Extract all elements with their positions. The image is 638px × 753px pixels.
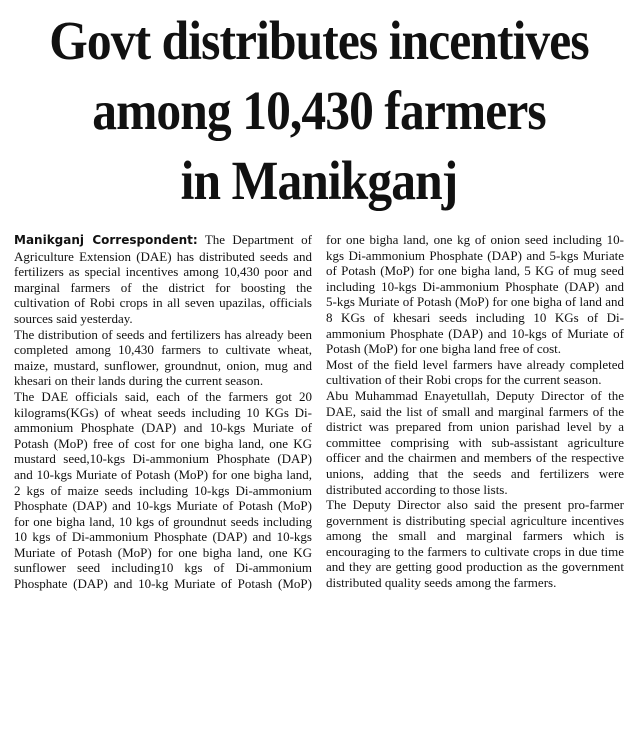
article-paragraph-3: The DAE officials said, each of the farmers got 20 kilograms(KGs) of wheat seeds including 10 KGs Di-ammonium Phosphate (DAP) and 10-kgs Muriate of Potash (MoP) free of cost for one bigha land, one KG mustard seed,10-kgs Di-ammonium Phosphate (DAP) and 10-kgs Muriate of Potash (MoP) for one bigha land, 2 kgs of maize seeds including 10-kgs Di-ammonium Phosphate (DAP) and 10-kgs Muriate of Potash (MoP) for one bigha land, 10 kgs of groundnut seeds including 10 kgs of Di-ammonium Phosphate (DAP) and 10-kgs Muriate of Potash (MoP) for one bigha land, one KG sunflower seed including10 kgs of Di-ammonium Phosphate (DAP) and 10-kg Muriate of Potash (MoP) for one bigha land, one kg of onion seed including 10-kgs Di-ammonium Phosphate (DAP) and 5-kgs Muriate of Potash (MoP) for one bigha land, 5 KG of mug seed including 10-kgs Di-ammonium Phosphate (DAP) and 5-kgs Muriate of Potash (MoP) for one bigha of land and 8 KGs of khesari seeds including 10 KGs of Di-ammonium Phosphate (DAP) and 10-kgs of Muriate of Potash (MoP) for one bigha land free of cost.	[14, 232, 624, 592]
headline-line-1: Govt distributes incentives	[49, 10, 589, 71]
article-paragraph-5: Abu Muhammad Enayetullah, Deputy Director of the DAE, said the list of small and marginal farmers of the district was prepared from union parishad level by a committee comprising with sub-assistant agriculture officer and the chairmen and members of the respective unions, adding that the seeds and fertilizers were distributed according to those lists.	[326, 387, 624, 497]
byline: Manikganj Correspondent:	[14, 233, 198, 247]
article-paragraph-1	[14, 232, 312, 327]
headline-line-3: in Manikganj	[180, 150, 458, 211]
article-paragraph-6: The Deputy Director also said the present pro-farmer government is distributing special agriculture incentives among the small and marginal farmers which is encouraging to the farmers to cultivate crops in due time and they are getting good production as the government distributed quality seeds among the farmers.	[326, 497, 624, 591]
article-paragraph-4: Most of the field level farmers have already completed cultivation of their Robi crops for the current season.	[326, 356, 624, 388]
bottom-edge	[0, 747, 638, 753]
article-paragraph-2: The distribution of seeds and fertilizers has already been completed among 10,430 farmers to cultivate wheat, maize, mustard, sunflower, groundnut, onion, mug and khesari on their lands during the current season.	[14, 326, 312, 389]
article-paragraph-1-text: The Department of Agriculture Extension (DAE) has distributed seeds and fertilizers as special incentives among 10,430 poor and marginal farmers of the district for boosting the cultivation of Robi crops in all seven upazilas, officials sources said yesterday.	[14, 232, 312, 326]
headline-line-2: among 10,430 farmers	[92, 80, 546, 141]
article-body	[14, 232, 624, 592]
headline	[32, 0, 606, 216]
